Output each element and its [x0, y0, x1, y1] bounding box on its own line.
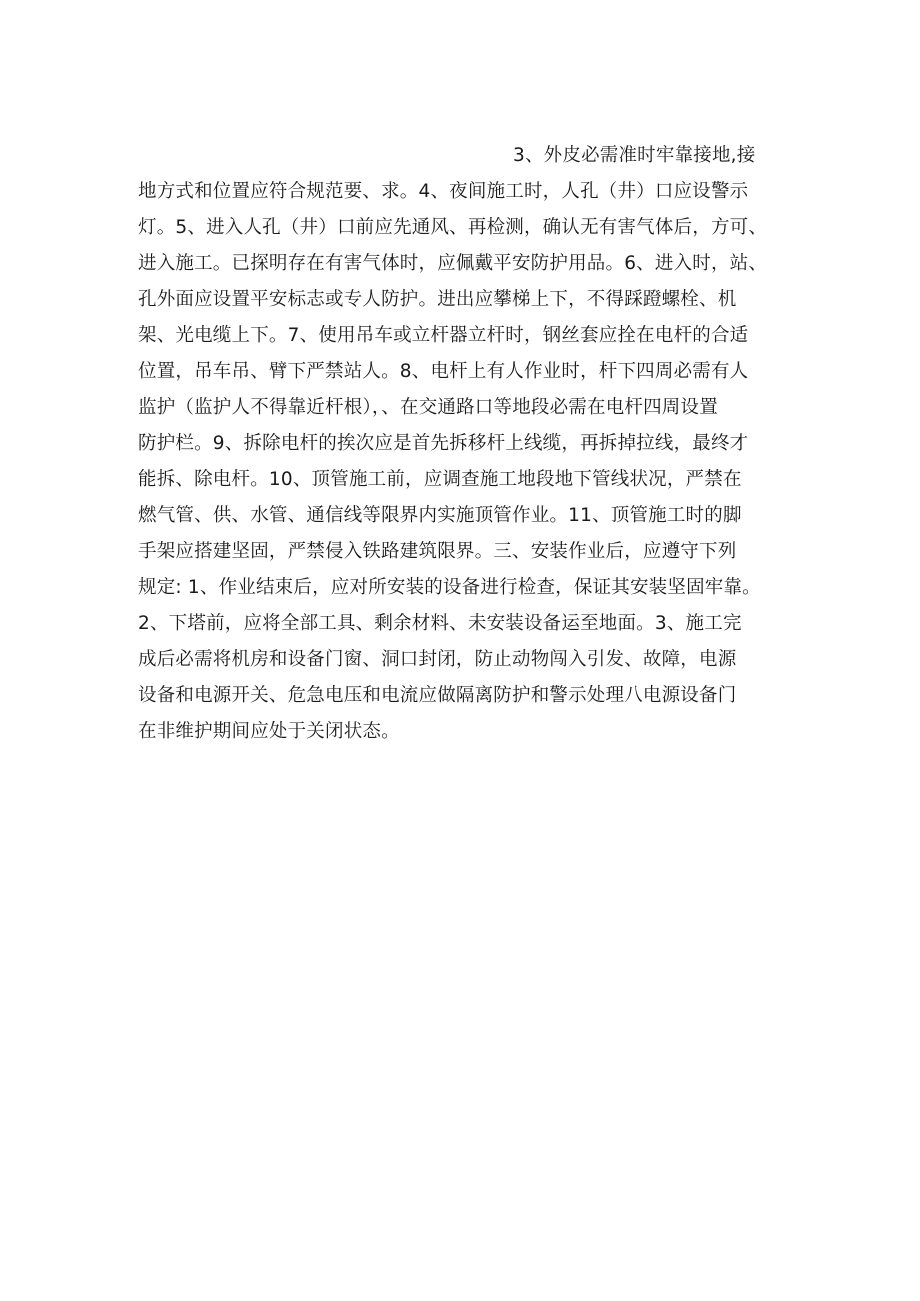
text-line-15: 成后必需将机房和设备门窗、洞口封闭，防止动物闯入引发、故障，电源 [138, 649, 737, 670]
text-line-16: 设备和电源开关、危急电压和电流应做隔离防护和警示处理八电源设备门 [138, 685, 737, 706]
text-line-10: 能拆、除电杆。10、顶管施工前，应调查施工地段地下管线状况，严禁在 [138, 469, 742, 490]
text-line-7: 位置，吊车吊、臂下严禁站人。8、电杆上有人作业时，杆下四周必需有人 [138, 361, 749, 382]
text-line-9: 防护栏。9、拆除电杆的挨次应是首先拆移杆上线缆，再拆掉拉线，最终才 [138, 433, 749, 454]
text-line-11: 燃气管、供、水管、通信线等限界内实施顶管作业。11、顶管施工时的脚 [138, 505, 742, 526]
text-line-2: 地方式和位置应符合规范要、求。4、夜间施工时，人孔（井）口应设警示 [138, 181, 749, 202]
text-line-14: 2、下塔前，应将全部工具、剩余材料、未安装设备运至地面。3、施工完 [138, 613, 742, 634]
text-line-5: 孔外面应设置平安标志或专人防护。进出应攀梯上下，不得踩蹬螺栓、机 [138, 289, 737, 310]
text-line-8: 监护（监护人不得靠近杆根），、在交通路口等地段必需在电杆四周设置 [138, 397, 718, 418]
text-line-1: 3、外皮必需准时牢靠接地,接 [513, 145, 756, 166]
text-line-6: 架、光电缆上下。7、使用吊车或立杆器立杆时，钢丝套应拴在电杆的合适 [138, 325, 749, 346]
text-line-13: 规定: 1、作业结束后，应对所安装的设备进行检查，保证其安装坚固牢靠。 [138, 577, 761, 598]
text-line-12: 手架应搭建坚固，严禁侵入铁路建筑限界。三、安装作业后，应遵守下列 [138, 541, 737, 562]
text-line-3: 灯。5、进入人孔（井）口前应先通风、再检测，确认无有害气体后，方可、 [138, 217, 768, 238]
text-line-4: 进入施工。已探明存在有害气体时，应佩戴平安防护用品。6、进入时，站、 [138, 253, 768, 274]
text-line-17: 在非维护期间应处于关闭状态。 [138, 721, 400, 742]
